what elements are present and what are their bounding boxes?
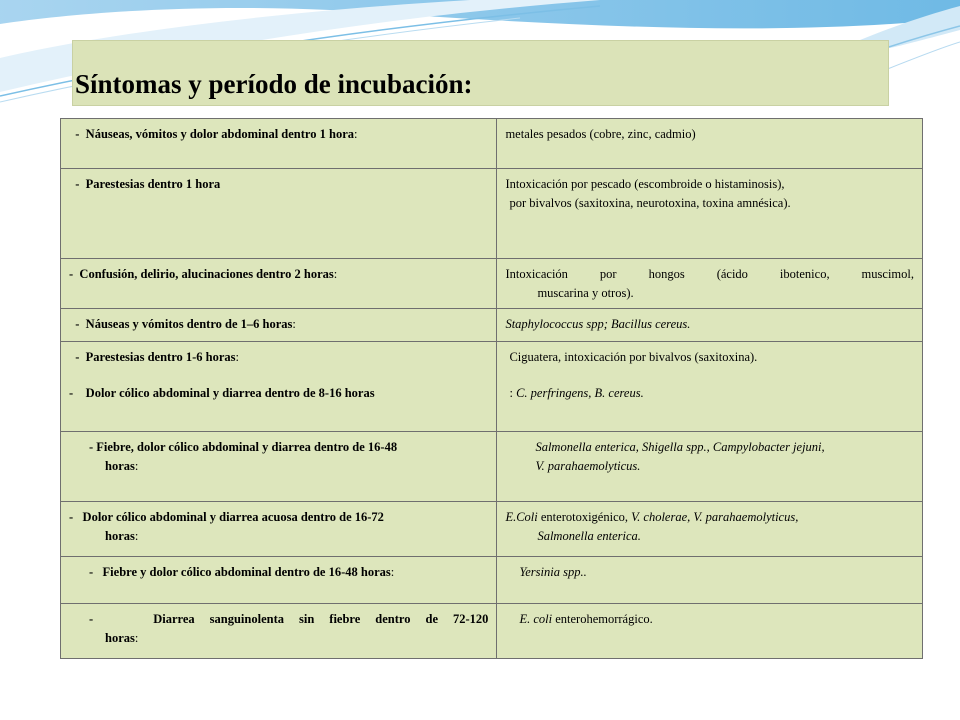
symptom-text-cont: horas xyxy=(105,529,135,544)
symptom-text: Náuseas, vómitos y dolor abdominal dentro 1 hora xyxy=(85,127,354,141)
agent-text-line2: por bivalvos (saxitoxina, neurotoxina, toxina amnésica). xyxy=(509,196,791,211)
slide-title: Síntomas y período de incubación: xyxy=(75,69,473,99)
agent-cell xyxy=(497,309,923,342)
agent-prefix: : xyxy=(509,386,517,401)
table-row xyxy=(61,259,923,309)
symptom-cell: - Náuseas, vómitos y dolor abdominal dentro 1 hora: xyxy=(61,119,497,169)
table-row xyxy=(61,169,923,259)
agent-cell xyxy=(497,169,923,259)
symptom-text: Parestesias dentro 1 hora xyxy=(85,177,221,191)
symptom-text: Fiebre y dolor cólico abdominal dentro de 16-48 horas xyxy=(102,565,391,579)
symptom-punct: : xyxy=(134,459,139,474)
agent-text: metales pesados (cobre, zinc, cadmio) xyxy=(505,127,696,141)
agent-cell xyxy=(497,557,923,604)
agent-text: enterotoxigénico, xyxy=(537,510,632,524)
symptoms-table xyxy=(60,118,923,659)
agent-cell xyxy=(497,432,923,502)
agent-cell xyxy=(497,502,923,557)
table-row xyxy=(61,309,923,342)
agent-text: Intoxicación por pescado (escombroide o histaminosis), xyxy=(505,177,785,191)
agent-text: Yersinia spp.. xyxy=(519,565,587,579)
agent-cell xyxy=(497,342,923,432)
agent-italic-pre: E. coli xyxy=(519,612,553,626)
agent-text-line2: C. perfringens, B. cereus. xyxy=(516,386,644,401)
symptom-text-second: Dolor cólico abdominal y diarrea dentro de 8-16 horas xyxy=(85,386,375,401)
agent-text: enterohemorrágico. xyxy=(552,612,653,626)
symptom-punct: : xyxy=(292,317,296,331)
symptom-punct: : xyxy=(333,267,338,281)
symptom-text-cont: horas xyxy=(105,631,135,646)
symptom-punct: : xyxy=(354,127,358,141)
symptom-text: Parestesias dentro 1-6 horas xyxy=(85,350,236,364)
symptom-punct: : xyxy=(134,631,139,646)
title-box xyxy=(72,40,889,106)
agent-text: Salmonella enterica, Shigella spp., Campylobacter jejuni, xyxy=(535,440,825,454)
symptom-cell: - Parestesias dentro 1-6 horas: - Dolor cólico abdominal y diarrea dentro de 8-16 horas xyxy=(61,342,497,432)
symptom-cell: - Diarrea sanguinolenta sin fiebre dentro de 72-120 horas: xyxy=(61,604,497,659)
agent-text-line2: muscarina y otros). xyxy=(537,286,634,301)
symptom-punct: : xyxy=(390,565,395,579)
symptom-cell: - Fiebre, dolor cólico abdominal y diarrea dentro de 16-48 horas: xyxy=(61,432,497,502)
agent-italic-pre: E.Coli xyxy=(505,510,538,524)
symptom-text: Diarrea sanguinolenta sin fiebre dentro de 72-120 xyxy=(153,612,489,626)
agent-text: Ciguatera, intoxicación por bivalvos (saxitoxina). xyxy=(509,350,758,364)
table-row xyxy=(61,604,923,659)
table-row xyxy=(61,557,923,604)
agent-text: Intoxicación por hongos (ácido ibotenico, muscimol, xyxy=(505,267,914,281)
symptom-text-cont: horas xyxy=(105,459,135,474)
symptom-cell: - Fiebre y dolor cólico abdominal dentro de 16-48 horas: xyxy=(61,557,497,604)
agent-text-line2: Salmonella enterica. xyxy=(537,529,641,544)
agent-text-line2: V. parahaemolyticus. xyxy=(535,459,641,474)
table-row xyxy=(61,119,923,169)
symptom-punct: : xyxy=(235,350,240,364)
symptom-punct: : xyxy=(134,529,139,544)
symptom-text: Náuseas y vómitos dentro de 1–6 horas xyxy=(85,317,293,331)
symptom-cell: - Dolor cólico abdominal y diarrea acuosa dentro de 16-72 horas: xyxy=(61,502,497,557)
agent-cell xyxy=(497,259,923,309)
agent-italic-post: V. cholerae, V. parahaemolyticus, xyxy=(631,510,799,524)
agent-text: Staphylococcus spp; Bacillus cereus. xyxy=(505,317,691,331)
symptom-text: Fiebre, dolor cólico abdominal y diarrea dentro de 16-48 xyxy=(96,440,398,454)
symptom-cell: - Confusión, delirio, alucinaciones dentro 2 horas: xyxy=(61,259,497,309)
symptom-text: Dolor cólico abdominal y diarrea acuosa dentro de 16-72 xyxy=(82,510,384,524)
symptom-text: Confusión, delirio, alucinaciones dentro 2 horas xyxy=(79,267,334,281)
symptom-cell: - Parestesias dentro 1 hora xyxy=(61,169,497,259)
agent-cell xyxy=(497,604,923,659)
table-row xyxy=(61,342,923,432)
agent-cell xyxy=(497,119,923,169)
table-row xyxy=(61,502,923,557)
table-row xyxy=(61,432,923,502)
symptom-cell: - Náuseas y vómitos dentro de 1–6 horas: xyxy=(61,309,497,342)
